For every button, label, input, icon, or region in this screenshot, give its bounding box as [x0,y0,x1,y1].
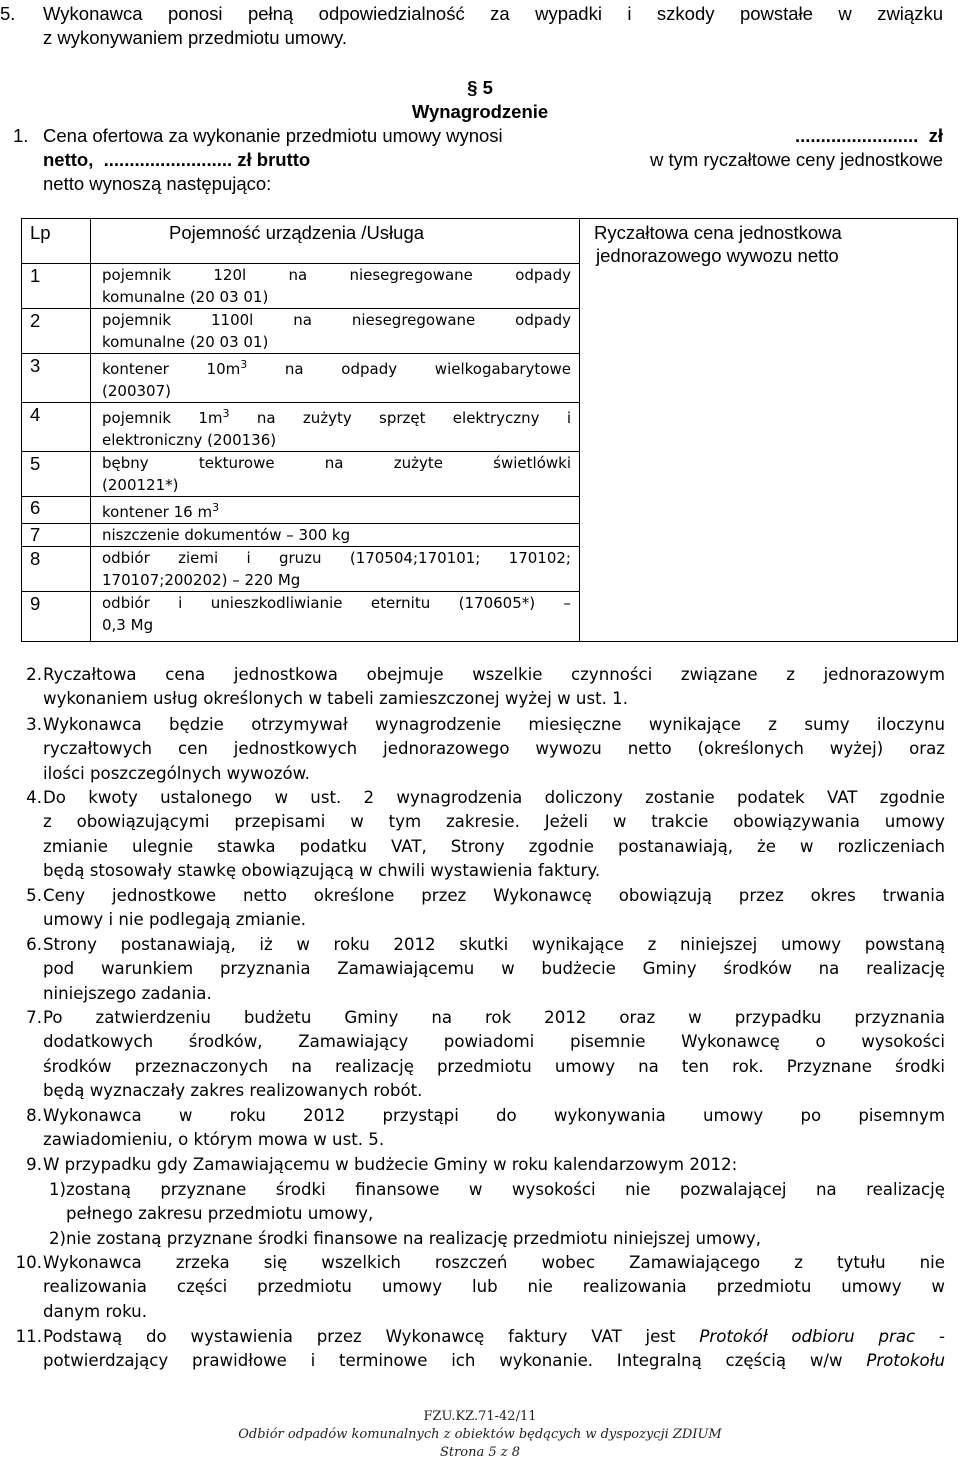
header-service: Pojemność urządzenia /Usługa [91,219,580,264]
row-lp: 4 [22,403,91,452]
footer-description: Odbiór odpadów komunalnych z obiektów będących w dyspozycji ZDIUM [238,1427,722,1442]
netto-label: netto, [43,149,94,170]
row-description: pojemnik 1100l na niesegregowane odpady komunalne (20 03 01) [91,309,580,354]
footer-page-number: Strona 5 z 8 [439,1445,521,1460]
paragraph-text: z wykonywaniem przedmiotu umowy. [43,27,347,48]
row-description: kontener 16 $m^3$ [91,497,580,524]
price-line [43,124,943,148]
row-description: kontener $10m^3$ na odpady wielkogabarytowe (200307) [91,354,580,403]
row-description: bębny tekturowe na zużyte świetlówki (200121*) [91,452,580,497]
price-line [43,148,943,172]
row-lp: 7 [22,524,91,547]
brutto-label: zł brutto [237,149,311,170]
section-title: Wynagrodzenie [411,101,549,122]
row-lp: 3 [22,354,91,403]
price-intro-text: Cena ofertowa za wykonanie przedmiotu umowy wynosi [43,125,503,146]
row-description: odbiór ziemi i gruzu (170504;170101; 170102; 170107;200202) – 220 Mg [91,547,580,592]
row-description: pojemnik $1m^3$ na zużyty sprzęt elektryczny i elektroniczny (200136) [91,403,580,452]
row-description: niszczenie dokumentów – 300 kg [91,524,580,547]
paragraph-text: Wykonawca ponosi pełną odpowiedzialność za wypadki i szkody powstałe w związku [43,3,943,24]
row-lp: 9 [22,592,91,642]
row-lp: 2 [22,309,91,354]
header-lp: Lp [22,219,91,264]
price-table [21,218,958,642]
row-description: odbiór i unieszkodliwianie eternitu (170605*) – 0,3 Mg [91,592,580,642]
paragraph-number: 5. [0,3,16,24]
price-blank: ........................ zł [794,125,943,146]
row-lp: 6 [22,497,91,524]
price-text: w tym ryczałtowe ceny jednostkowe [649,149,943,170]
row-lp: 1 [22,264,91,309]
row-lp: 5 [22,452,91,497]
footer-ref: FZU.KZ.71-42/11 [423,1409,537,1424]
price-blank: ......................... [103,149,233,170]
row-description: pojemnik 120l na niesegregowane odpady komunalne (20 03 01) [91,264,580,309]
header-price: Ryczałtowa cena jednostkowa jednorazowego wywozu netto [580,219,958,642]
paragraph-number: 1. [13,125,29,146]
section-symbol: § 5 [467,77,493,98]
row-lp: 8 [22,547,91,592]
paragraph-text: netto wynoszą następująco: [43,173,272,194]
